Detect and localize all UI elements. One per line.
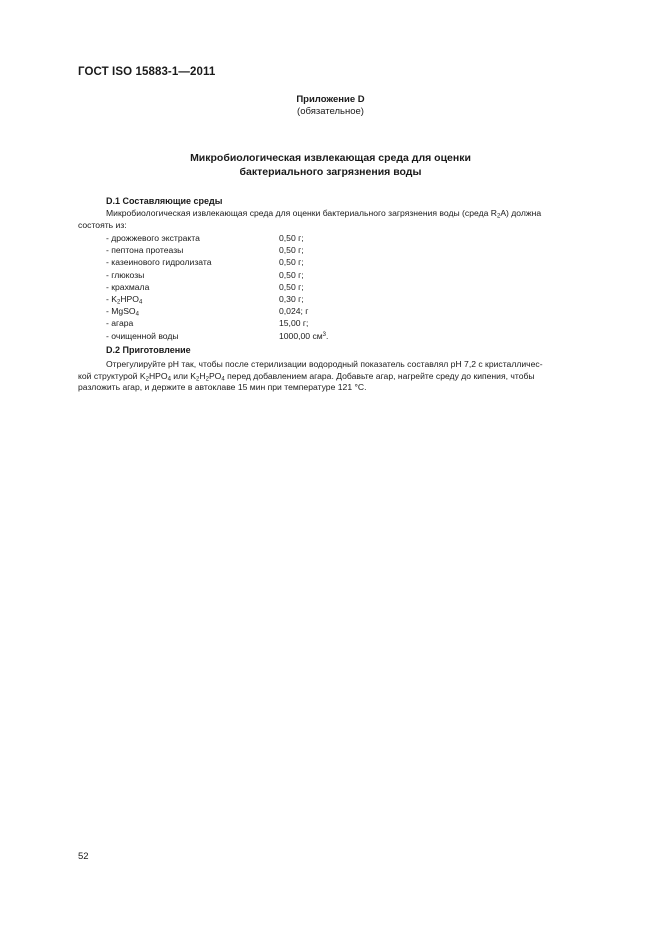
ingredient-name: - казеинового гидролизата (106, 257, 212, 268)
section-d1-heading: D.1 Составляющие среды (106, 196, 223, 206)
ingredient-amount: 1000,00 $см^3$. (279, 330, 329, 341)
annex-title: Приложение D (296, 94, 365, 105)
annex-main-title (0, 152, 661, 179)
list-item (106, 232, 446, 244)
ingredient-amount: 0,30 г; (279, 293, 304, 304)
intro-text-line-2: состоять из: (78, 219, 127, 230)
section-d1-intro (78, 208, 615, 231)
main-title-line-1: Микробиологическая извлекающая среда для оценки (190, 152, 471, 164)
list-item (106, 281, 446, 293)
ingredient-amount: 0,50 г; (279, 245, 304, 256)
ingredient-name: - глюкозы (106, 269, 145, 280)
annex-heading (0, 94, 661, 118)
list-item (106, 269, 446, 281)
d2-line-1: Отрегулируйте pH так, чтобы после стерилизации водородный показатель составлял pH 7,2 с кристалличес- (106, 359, 543, 369)
document-code-header: ГОСТ ISO 15883-1—2011 (78, 66, 216, 78)
ingredients-list (106, 232, 446, 342)
ingredient-name: - $K_2HPO_4$ (106, 293, 143, 306)
intro-subscript: 2 (496, 213, 501, 220)
page-number: 52 (78, 851, 89, 862)
list-item (106, 317, 446, 329)
ingredient-name: - агара (106, 318, 134, 329)
ingredient-name: - пептона протеазы (106, 245, 184, 256)
ingredient-amount: 0,50 г; (279, 257, 304, 268)
list-item (106, 293, 446, 305)
section-d2-paragraph (78, 359, 615, 394)
list-item (106, 305, 446, 317)
ingredient-name: - MgSO$_4$ (106, 306, 139, 318)
ingredient-amount: 15,00 г; (279, 318, 309, 329)
intro-text-end: A) должна (500, 208, 542, 218)
list-item (106, 244, 446, 256)
ingredient-amount: 0,024; г (279, 306, 309, 317)
annex-status: (обязательное) (297, 106, 364, 117)
ingredient-name: - очищенной воды (106, 330, 179, 341)
ingredient-amount: 0,50 г; (279, 281, 304, 292)
section-d2-heading: D.2 Приготовление (106, 345, 191, 355)
ingredient-name: - дрожжевого экстракта (106, 233, 200, 243)
d2-line-2: кой структурой $K_2HPO_4$ или $K_2H_2PO_4$ перед добавлением агара. Добавьте агар, нагрейте среду до кипения, чтобы (78, 370, 535, 383)
d2-line-3: разложить агар, и держите в автоклаве 15 мин при температуре 121 °С. (78, 382, 367, 393)
list-item (106, 330, 446, 342)
main-title-line-2: бактериального загрязнения воды (239, 165, 422, 178)
list-item (106, 256, 446, 268)
ingredient-name: - крахмала (106, 281, 150, 292)
ingredient-amount: 0,50 г; (279, 233, 304, 243)
ingredient-amount: 0,50 г; (279, 269, 304, 280)
intro-text-start: Микробиологическая извлекающая среда для оценки бактериального загрязнения воды (среда R (106, 208, 497, 218)
